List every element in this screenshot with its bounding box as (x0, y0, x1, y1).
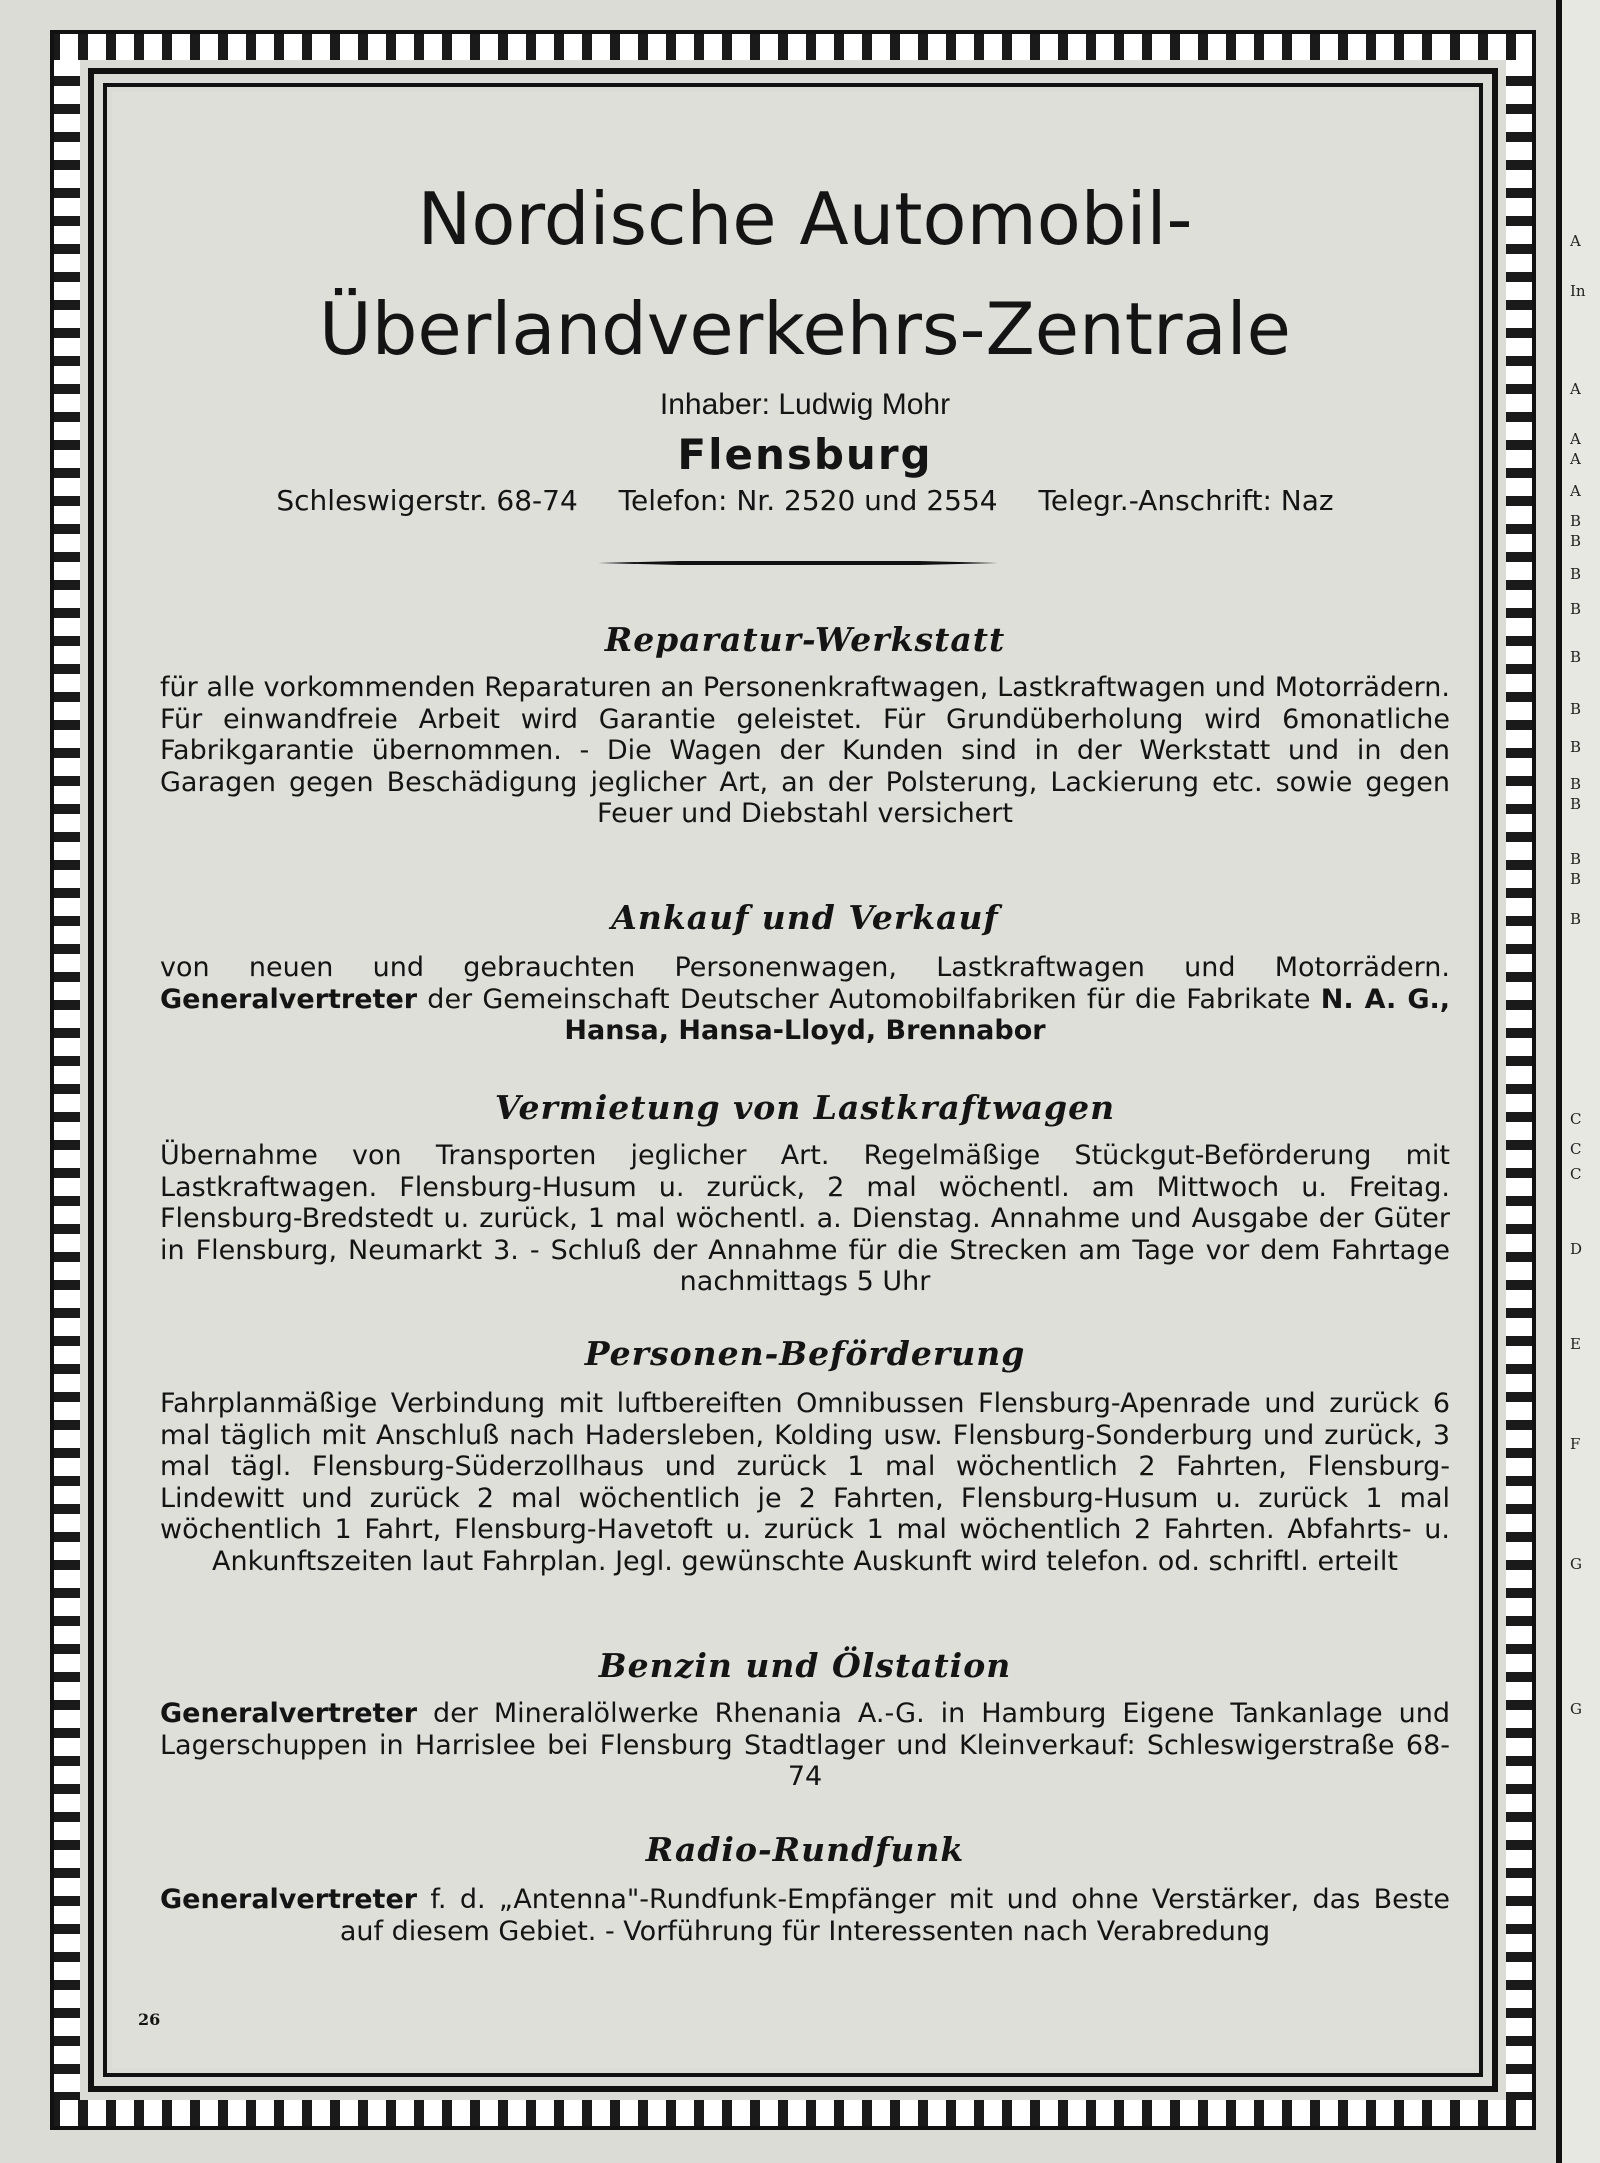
contact-line (160, 484, 1450, 517)
section-title-passenger: Personen-Beförderung (584, 1334, 1026, 1373)
side-fragment: A (1570, 380, 1581, 398)
radio-bold-a: Generalvertreter (160, 1884, 418, 1915)
side-fragment: B (1570, 738, 1582, 756)
page-number: 26 (138, 2010, 161, 2029)
sales-text-b: der Gemeinschaft Deutscher Automobilfabriken für die Fabrikate (417, 983, 1321, 1015)
side-fragment: F (1570, 1435, 1581, 1453)
telegram-address: Telegr.-Anschrift: Naz (1038, 484, 1334, 517)
side-fragment: A (1570, 482, 1581, 500)
section-text-repair: für alle vorkommenden Reparaturen an Personenkraftwagen, Lastkraftwagen und Motorrädern. Für einwandfreie Arbeit wird Garantie geleistet. Für Grundüberholung wird 6monatliche Fabrikgarantie übernommen. - Die Wagen der Kunden sind in der Werkstatt und in den Garagen gegen Beschädigung jeglicher Art, an der Polsterung, Lackierung etc. sowie gegen Feuer und Diebstahl versichert (160, 672, 1450, 829)
side-fragment: B (1570, 795, 1582, 813)
section-text-truck-rental: Übernahme von Transporten jeglicher Art. Regelmäßige Stückgut-Beförderung mit Lastkraftwagen. Flensburg-Husum u. zurück, 2 mal wöchentl. am Mittwoch u. Freitag. Flensburg-Bredstedt u. zurück, 1 mal wöchentl. a. Dienstag. Annahme und Ausgabe der Güter in Flensburg, Neumarkt 3. - Schluß der Annahme für die Strecken am Tage vor dem Fahrtage nachmittags 5 Uhr (160, 1140, 1450, 1297)
side-fragment: B (1570, 910, 1582, 928)
sales-bold-a: Generalvertreter (160, 983, 418, 1015)
fuel-bold-a: Generalvertreter (160, 1698, 418, 1729)
side-fragment: B (1570, 870, 1582, 888)
side-fragment: D (1570, 1240, 1583, 1258)
side-fragment: B (1570, 775, 1582, 793)
side-fragment: A (1570, 232, 1581, 250)
side-fragment: G (1570, 1700, 1582, 1718)
fuel-text-a: der Mineralölwerke Rhenania A.-G. in Hamburg Eigene Tankanlage und Lagerschuppen in Harrislee bei Flensburg Stadtlager und Kleinverkauf: Schleswigerstraße 68-74 (160, 1698, 1450, 1792)
radio-text-a: f. d. „Antenna"-Rundfunk-Empfänger mit und ohne Verstärker, das Beste auf diesem Gebiet. - Vorführung für Interessenten nach Verabredung (339, 1884, 1450, 1947)
section-title-sales: Ankauf und Verkauf (611, 898, 999, 937)
side-fragment: E (1570, 1335, 1581, 1353)
street-address: Schleswigerstr. 68-74 (276, 484, 578, 517)
sales-bold-b: N. A. G., Hansa, Hansa-Lloyd, Brennabor (564, 983, 1451, 1046)
sales-text-a: von neuen und gebrauchten Personenwagen, Lastkraftwagen und Motorrädern. (160, 952, 1450, 983)
side-fragment: B (1570, 532, 1582, 550)
side-fragment: B (1570, 648, 1582, 666)
side-fragment: A (1570, 430, 1581, 448)
side-fragment: C (1570, 1110, 1582, 1128)
owner-line: Inhaber: Ludwig Mohr (659, 388, 951, 421)
section-title-truck-rental: Vermietung von Lastkraftwagen (494, 1088, 1116, 1127)
side-fragment: B (1570, 600, 1582, 618)
company-name-line1: Nordische Automobil- (417, 177, 1193, 261)
section-text-sales (160, 952, 1450, 1047)
section-text-radio (160, 1884, 1450, 1947)
side-fragment: A (1570, 450, 1581, 468)
side-fragment: B (1570, 565, 1582, 583)
side-fragment: G (1570, 1555, 1582, 1573)
side-fragment: In (1570, 282, 1586, 300)
side-fragment: B (1570, 512, 1582, 530)
side-fragment: B (1570, 850, 1582, 868)
company-name-line2: Überlandverkehrs-Zentrale (319, 287, 1291, 371)
side-fragment: C (1570, 1140, 1582, 1158)
section-text-fuel (160, 1698, 1450, 1793)
section-title-radio: Radio-Rundfunk (645, 1830, 965, 1869)
section-title-repair: Reparatur-Werkstatt (604, 620, 1006, 659)
section-title-fuel: Benzin und Ölstation (598, 1646, 1012, 1685)
city-name: Flensburg (677, 430, 933, 479)
section-text-passenger: Fahrplanmäßige Verbindung mit luftbereiften Omnibussen Flensburg-Apenrade und zurück 6 mal täglich mit Anschluß nach Hadersleben, Kolding usw. Flensburg-Sonderburg und zurück, 3 mal tägl. Flensburg-Süderzollhaus und zurück 1 mal wöchentlich 2 Fahrten, Flensburg-Lindewitt und zurück 2 mal wöchentlich je 2 Fahrten, Flensburg-Husum u. zurück 1 mal wöchentlich 1 Fahrt, Flensburg-Havetoft u. zurück 1 mal wöchentlich 2 Fahrten. Abfahrts- u. Ankunftszeiten laut Fahrplan. Jegl. gewünschte Auskunft wird telefon. od. schriftl. erteilt (160, 1388, 1450, 1577)
adjacent-page-strip (1556, 0, 1600, 2163)
side-fragment: C (1570, 1165, 1582, 1183)
side-fragment: B (1570, 700, 1582, 718)
phone-numbers: Telefon: Nr. 2520 und 2554 (618, 484, 998, 517)
